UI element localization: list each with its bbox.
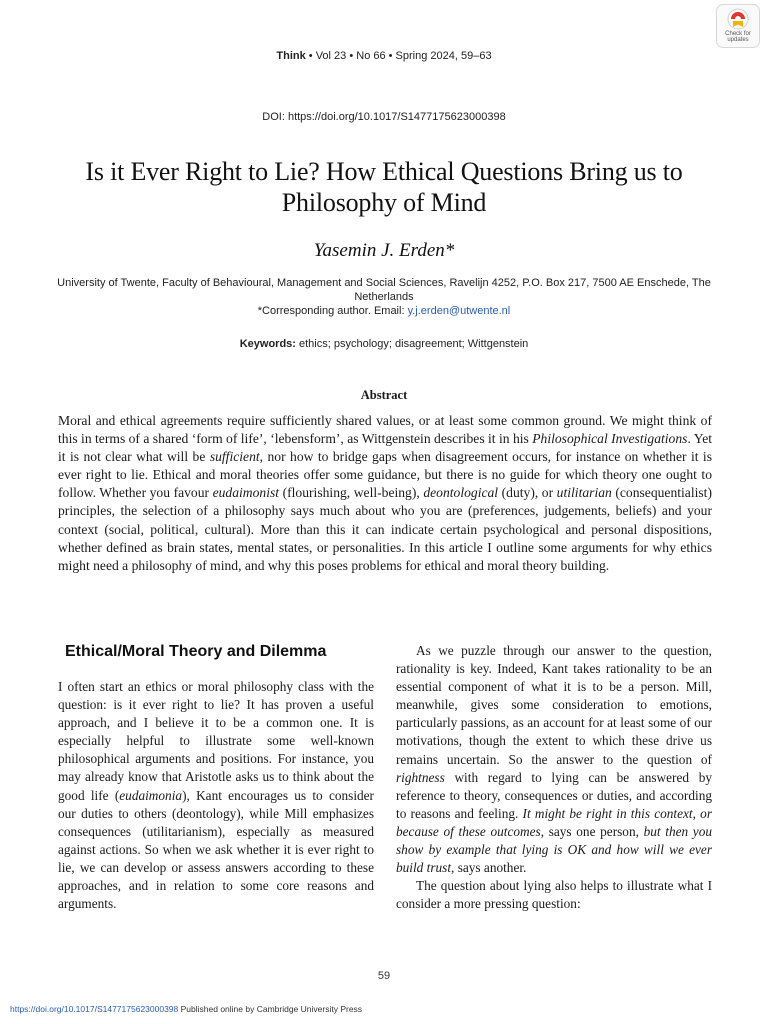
body-text: I often start an ethics or moral philosophy class with the question: is it ever right to lie? It has proven a useful approach, and I believe it to be a common one. It is especially helpful to illustrate some well-known philosophical arguments and positions. For instance, you may already know that Aristotle asks us to think about the good life ( [58,679,374,803]
page-number: 59 [377,970,391,982]
body-text: ), Kant encourages us to consider our duties to others (deontology), while Mill emphasizes consequences (utilitarianism), especially as measured against actions. So when we ask whether it is ever right to lie, we can develop or assess answers according to these approaches, and in relation to some core reasons and arguments. [58,787,374,912]
body-text: , says another. [451,860,527,876]
body-text: with regard to lying can be answered by reference to theory, consequences or duties, and according to reasons and feeling. [396,769,712,821]
abstract-emphasis: eudaimonist [212,485,280,501]
doi-line: DOI: https://doi.org/10.1017/S1477175623000398 [262,111,506,123]
abstract-part: . Yet it is not clear what will be [58,431,713,465]
abstract-part: Moral and ethical agreements require sufficiently shared values, or at least some common ground. We might think of this in terms of a shared ‘form of life’, ‘lebensform’, as Wittgenstein describes it in his [58,413,712,447]
abstract-emphasis: deontological [423,485,499,501]
body-column-left [58,678,374,913]
body-text: As we puzzle through our answer to the question, rationality is key. Indeed, Kant takes rationality to be an essential component of what it is to be a person. Mill, meanwhile, gives some consideration to emotions, particularly passions, as an account for at least some of our motivations, though the extent to which these drive us remains uncertain. So the answer to the question of [396,643,712,767]
footer-text: Published online by Cambridge University Press [178,1004,363,1014]
body-emphasis: rightness [396,769,445,785]
body-paragraph [396,642,712,877]
article-title: Is it Ever Right to Lie? How Ethical Questions Bring us to Philosophy of Mind [85,157,683,217]
body-emphasis: but then you show by example that lying is OK and how will we ever build trust [396,823,713,876]
keywords-label: Keywords: [239,338,296,350]
footer [10,1004,362,1014]
abstract-text [58,412,712,575]
abstract-emphasis: sufficient [209,449,260,465]
author-name: Yasemin J. Erden* [313,240,455,261]
body-column-right [396,642,712,913]
abstract-emphasis: utilitarian [556,485,612,501]
body-emphasis: eudaimonia [119,787,183,803]
footer-doi-link[interactable]: https://doi.org/10.1017/S1477175623000398 [10,1004,179,1014]
keywords-line [0,338,768,350]
body-paragraph [58,678,374,913]
abstract-heading: Abstract [360,388,408,402]
journal-citation [0,50,768,62]
section-heading: Ethical/Moral Theory and Dilemma [65,643,327,660]
body-emphasis: It might be right in this context, or because of these outcomes [396,805,712,839]
keywords-text: ethics; psychology; disagreement; Wittgenstein [295,338,529,350]
corresponding-author [0,305,768,317]
badge-label: Check for updates [725,31,751,43]
check-for-updates-badge[interactable] [716,4,760,48]
crossmark-icon [727,8,749,30]
abstract-part: (flourishing, well-being), [279,485,424,501]
abstract-part: , nor how to bridge gaps when disagreement occurs, for instance on whether it is ever right to lie. Ethical and moral theories offer some guidance, but there is no guide for which theory one ought to follow. Whether you favour [58,449,712,501]
body-paragraph: The question about lying also helps to illustrate what I consider a more pressing question: [396,878,712,912]
body-text: , says one person, [540,823,644,839]
author-affiliation: University of Twente, Faculty of Behavioural, Management and Social Sciences, Ravelijn 4252, P.O. Box 217, 7500 AE Enschede, The Netherlands [57,277,711,303]
abstract-part: (consequentialist) principles, the selection of a philosophy says much about who you are (preferences, judgements, beliefs) and your context (social, political, cultural). More than this it can indicate certain psychological and personal dispositions, whether defined as brain states, mental states, or personalities. In this article I outline some arguments for why ethics might need a philosophy of mind, and why this poses problems for ethical and moral theory building. [58,485,712,573]
corresponding-label: *Corresponding author. Email: [257,305,408,317]
journal-name: Think [276,50,306,62]
email-link[interactable]: y.j.erden@utwente.nl [407,305,511,317]
abstract-part: (duty), or [498,485,557,501]
abstract-emphasis: Philosophical Investigations [532,431,688,447]
journal-details: • Vol 23 • No 66 • Spring 2024, 59–63 [305,50,492,62]
